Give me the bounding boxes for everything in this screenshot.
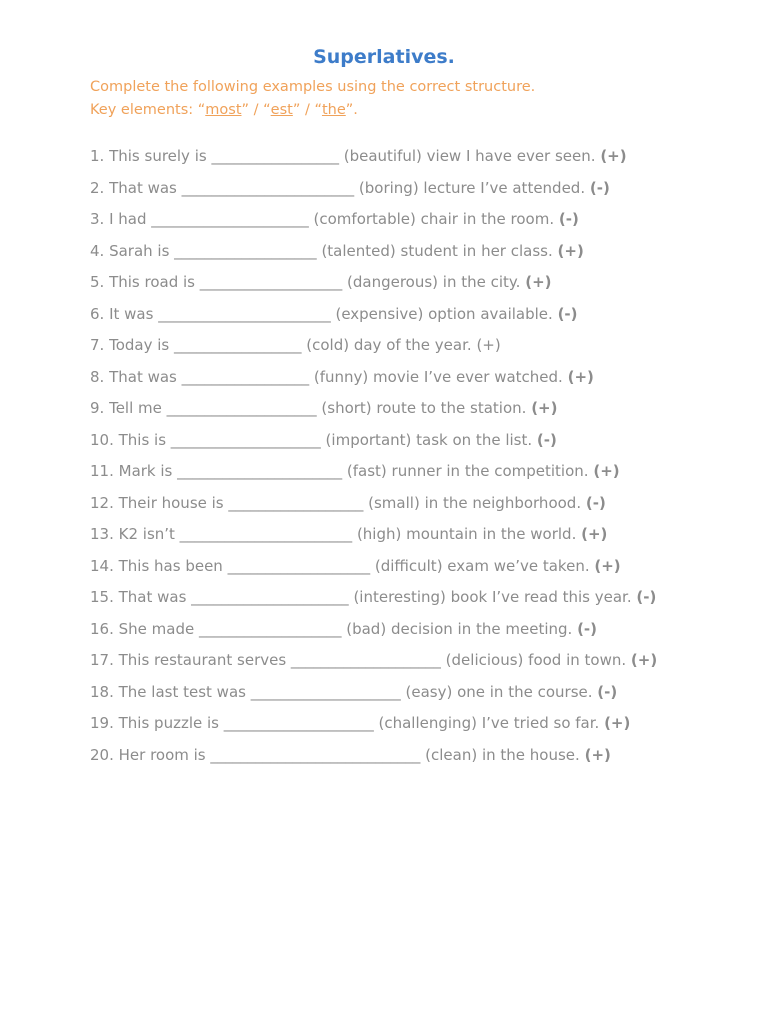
sign-marker: (-) bbox=[636, 588, 657, 606]
exercise-item bbox=[90, 740, 690, 772]
exercise-text: 1. This surely is _________________ (beautiful) view I have ever seen. bbox=[90, 147, 596, 165]
key-elements-line bbox=[90, 99, 730, 122]
sign-marker: (-) bbox=[536, 430, 557, 449]
key-element-most: most bbox=[205, 102, 242, 118]
instructions bbox=[90, 76, 730, 122]
sign-marker: (+) bbox=[593, 462, 620, 480]
exercise-item bbox=[90, 267, 690, 299]
quote-close: ” bbox=[241, 102, 250, 118]
sign-marker: (-) bbox=[597, 682, 618, 701]
sign-marker: (+) bbox=[525, 273, 552, 291]
sign-marker: (+) bbox=[630, 651, 658, 669]
sign-marker: (+) bbox=[584, 745, 611, 764]
exercise-text: 20. Her room is ____________________________ (clean) in the house. bbox=[90, 745, 580, 764]
exercise-text: 14. This has been ___________________ (difficult) exam we’ve taken. bbox=[90, 556, 590, 575]
exercise-text: 8. That was _________________ (funny) movie I’ve ever watched. bbox=[90, 367, 563, 386]
exercise-item bbox=[90, 582, 690, 614]
exercise-text: 2. That was _______________________ (boring) lecture I’ve attended. bbox=[90, 178, 586, 197]
exercise-item bbox=[90, 677, 690, 709]
exercise-text: 16. She made ___________________ (bad) decision in the meeting. bbox=[90, 619, 573, 638]
exercise-item bbox=[90, 519, 690, 551]
exercise-item bbox=[90, 362, 690, 394]
exercise-text: 7. Today is _________________ (cold) day of the year. bbox=[90, 336, 472, 354]
separator: / bbox=[300, 102, 315, 118]
exercise-text: 5. This road is ___________________ (dangerous) in the city. bbox=[90, 273, 521, 291]
exercise-text: 4. Sarah is ___________________ (talented) student in her class. bbox=[90, 241, 553, 260]
quote-close: ” bbox=[292, 102, 301, 118]
sign-marker: (+) bbox=[476, 336, 501, 354]
exercise-item bbox=[90, 645, 690, 677]
exercise-text: 12. Their house is __________________ (small) in the neighborhood. bbox=[90, 493, 582, 512]
exercise-text: 3. I had _____________________ (comfortable) chair in the room. bbox=[90, 210, 555, 228]
sign-marker: (+) bbox=[604, 714, 631, 732]
exercise-item bbox=[90, 299, 690, 331]
exercise-text: 19. This puzzle is ____________________ (challenging) I’ve tried so far. bbox=[90, 714, 600, 732]
exercise-item bbox=[90, 551, 690, 583]
quote-close: ”. bbox=[345, 102, 358, 118]
exercise-text: 17. This restaurant serves ____________________ (delicious) food in town. bbox=[90, 651, 627, 669]
quote-open: “ bbox=[197, 102, 206, 118]
exercise-list bbox=[90, 141, 690, 771]
sign-marker: (-) bbox=[585, 493, 606, 512]
exercise-item bbox=[90, 330, 690, 362]
exercise-item bbox=[90, 141, 690, 173]
exercise-text: 10. This is ____________________ (important) task on the list. bbox=[90, 430, 533, 449]
exercise-text: 18. The last test was ____________________ (easy) one in the course. bbox=[90, 682, 593, 701]
separator: / bbox=[249, 102, 264, 118]
key-element-the: the bbox=[321, 102, 346, 118]
exercise-text: 9. Tell me ____________________ (short) route to the station. bbox=[90, 399, 527, 417]
exercise-item bbox=[90, 236, 690, 268]
exercise-item bbox=[90, 488, 690, 520]
key-element-est: est bbox=[270, 102, 293, 118]
page-title: Superlatives. bbox=[313, 46, 455, 68]
exercise-text: 11. Mark is ______________________ (fast) runner in the competition. bbox=[90, 462, 589, 480]
exercise-text: 6. It was _______________________ (expensive) option available. bbox=[90, 304, 553, 323]
instructions-line: Complete the following examples using the correct structure. bbox=[90, 79, 536, 95]
sign-marker: (-) bbox=[577, 619, 598, 638]
sign-marker: (+) bbox=[531, 399, 558, 417]
exercise-item bbox=[90, 425, 690, 457]
exercise-text: 15. That was _____________________ (interesting) book I’ve read this year. bbox=[90, 588, 632, 606]
key-elements-prefix: Key elements: bbox=[90, 102, 198, 118]
exercise-text: 13. K2 isn’t _______________________ (high) mountain in the world. bbox=[90, 525, 577, 543]
quote-open: “ bbox=[314, 102, 322, 118]
sign-marker: (-) bbox=[558, 210, 579, 228]
sign-marker: (+) bbox=[557, 241, 584, 260]
exercise-item bbox=[90, 393, 690, 425]
sign-marker: (+) bbox=[581, 525, 608, 543]
exercise-item bbox=[90, 708, 690, 740]
exercise-item bbox=[90, 204, 690, 236]
exercise-item bbox=[90, 456, 690, 488]
sign-marker: (+) bbox=[594, 556, 621, 575]
sign-marker: (+) bbox=[567, 367, 594, 386]
exercise-item bbox=[90, 173, 690, 205]
exercise-item bbox=[90, 614, 690, 646]
sign-marker: (-) bbox=[557, 304, 578, 323]
quote-open: “ bbox=[263, 102, 271, 118]
sign-marker: (+) bbox=[600, 147, 627, 165]
sign-marker: (-) bbox=[589, 178, 610, 197]
